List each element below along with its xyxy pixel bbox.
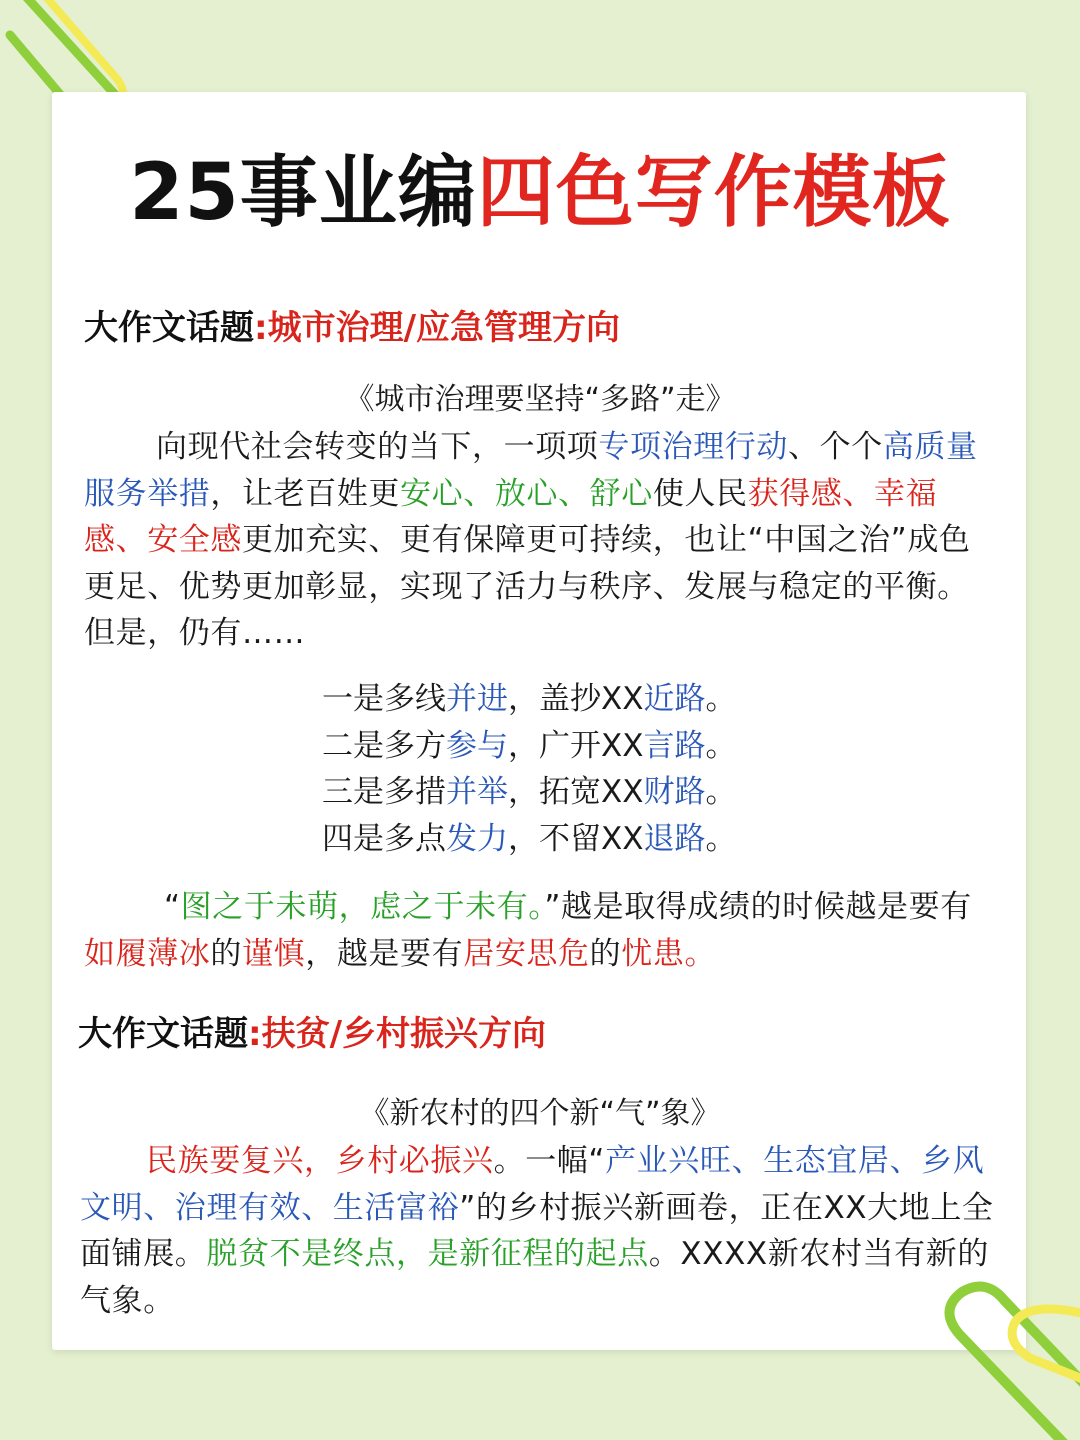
topic-value: :城市治理/应急管理方向 [254,308,621,348]
topic-label: 大作文话题 [78,1014,248,1054]
section2-topic [78,1012,546,1056]
list-item: 一是多线并进，盖抄XX近路。 [322,681,737,717]
section2-paragraph: 民族要复兴，乡村必振兴。一幅“产业兴旺、生态宜居、乡风文明、治理有效、生活富裕”的乡村振兴新画卷，正在XX大地上全面铺展。脱贫不是终点，是新征程的起点。XXXX新农村当有新的气象。 [80,1143,994,1319]
section1-paragraph [84,424,998,657]
essay-title-2: 《新农村的四个新“气”象》 [359,1096,721,1131]
section1-quote-paragraph: “图之于未萌，虑之于未有。”越是取得成绩的时候越是要有如履薄冰的谨慎，越是要有居安思危的忧患。 [84,889,972,972]
list-item: 四是多点发力，不留XX退路。 [322,820,737,857]
section1-topic [84,306,620,350]
title-part1: 25事业编 [129,148,477,238]
text-run: 专项治理行动 [598,429,789,465]
text-run: ，让老百姓更 [210,475,401,512]
text-run: 安心、放心、舒心 [400,475,653,512]
text-run: 使人民 [652,475,748,512]
topic-label: 大作文话题 [84,308,254,348]
text-run: 高质量服务举措 [84,429,978,512]
title-part2: 四色写作模板 [476,148,951,238]
text-run: 向现代社会转变的当下，一项项 [156,429,599,465]
topic-value: :扶贫/乡村振兴方向 [248,1014,547,1054]
text-run: 、个个 [788,429,883,465]
text-run: 更加充实、更有保障更可持续，也让“中国之治”成色更足、优势更加彰显，实现了活力与秩序、发展与稳定的平衡。但是，仍有…… [84,522,971,651]
section1-list [322,676,736,862]
list-item: 三是多措并举，拓宽XX财路。 [322,774,737,810]
essay-title-1: 《城市治理要坚持“多路”走》 [344,382,736,417]
page-title [0,148,1080,238]
list-item: 二是多方参与，广开XX言路。 [322,727,737,764]
text-run: 获得感、幸福感、安全感 [84,475,938,558]
